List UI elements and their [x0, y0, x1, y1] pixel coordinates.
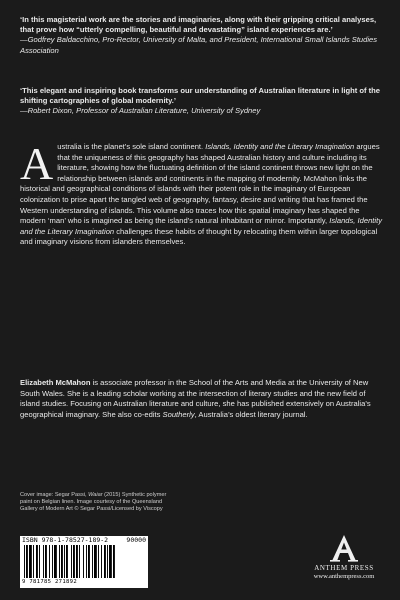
desc-seg-1: Islands, Identity and the Literary Imagination — [205, 142, 355, 151]
barcode-bar — [83, 545, 84, 578]
barcode-bar — [86, 545, 87, 578]
book-description — [20, 138, 384, 248]
barcode-bar — [92, 545, 93, 578]
drop-cap: A — [20, 138, 54, 189]
desc-seg-0: ustralia is the planet’s sole island continent. — [57, 142, 206, 151]
bio-seg-2: , Australia’s oldest literary journal. — [194, 409, 308, 419]
barcode-bar — [98, 545, 99, 578]
barcode-bar — [109, 545, 112, 578]
barcode-bar — [33, 545, 34, 578]
barcode-bar — [61, 545, 63, 578]
barcode-bar — [52, 545, 53, 578]
quote-text: ‘In this magisterial work are the stories and imaginaries, along with their gripping critical analyses, that prove how “utterly compelling, beautiful and devastating” island experiences are.’ — [20, 15, 377, 35]
barcode-bar — [94, 545, 97, 578]
barcode-bar — [101, 545, 102, 578]
desc-seg-3: Islands, Identity and the Literary Imagination — [20, 216, 383, 236]
price-code: 90000 — [126, 536, 146, 544]
cover-image-credit — [20, 492, 170, 514]
barcode-bar — [49, 545, 50, 578]
bio-seg-0: is associate professor in the School of the Arts and Media at the University of New South Wales. She is a leading scholar working at the intersection of literary studies and the new field of island studies. Focusing on Australian literature and culture, she has published extensively on Australia’s geographical imaginary. She also co-edits — [20, 378, 371, 419]
barcode-bar — [73, 545, 75, 578]
barcode-bar — [76, 545, 78, 578]
endorsement-quote-1 — [20, 15, 382, 56]
barcode-bar — [36, 545, 38, 578]
desc-seg-4: challenges these habits of thought by relocating them within larger topological and imaginary visions from islanders themselves. — [20, 226, 378, 247]
publisher-logo — [304, 534, 384, 580]
barcode-bar — [71, 545, 72, 578]
credit-seg-2: (2015) Synthetic polymer paint on Belgian linen. Image courtesy of the Queensland Gallery of Modern Art © Segar Passi/Licensed by Viscopy — [20, 492, 167, 513]
desc-seg-2: argues that the uniqueness of this geography has shaped Australian history and culture including its literature, showing how the fluctuating definition of the island continent throws new light on the relationship between islands and continents in the mapping of modernity. McMahon links the historical and geographical conditions of islands with their potent role in the imaginary of European colonization to prise apart the tangled web of geography, fantasy, desire and writing that has framed the Western understanding of islands. This volume also traces how this spatial imaginary has shaped the modern ‘man’ who is imagined as being the island’s natural inhabitant or mirror. Importantly, — [20, 142, 380, 226]
isbn-barcode — [20, 536, 148, 588]
barcode-bar — [29, 545, 32, 578]
barcode-bar — [64, 545, 65, 578]
bio-seg-1: Southerly — [162, 409, 195, 419]
barcode-bar — [88, 545, 90, 578]
author-name: Elizabeth McMahon — [20, 378, 91, 387]
publisher-url: www.anthempress.com — [313, 573, 375, 580]
barcode-bar — [39, 545, 40, 578]
quote-attribution: —Robert Dixon, Professor of Australian Literature, University of Sydney — [20, 106, 261, 116]
author-bio — [20, 378, 384, 420]
barcode-bar — [104, 545, 106, 578]
barcode-bars-icon — [24, 545, 144, 578]
isbn-label — [22, 537, 146, 544]
barcode-digits: 9 781785 271892 — [22, 579, 78, 585]
barcode-bar — [43, 545, 44, 578]
barcode-bar — [66, 545, 68, 578]
barcode-bar — [45, 545, 47, 578]
barcode-bar — [54, 545, 57, 578]
barcode-bar — [59, 545, 60, 578]
anthem-a-logo-icon — [329, 534, 359, 562]
barcode-bar — [24, 545, 25, 578]
barcode-bar — [26, 545, 28, 578]
quote-attribution: —Godfrey Baldacchino, Pro-Rector, University of Malta, and President, International Small Islands Studies Association — [20, 35, 378, 55]
publisher-name: ANTHEM PRESS — [314, 564, 374, 572]
barcode-bar — [113, 545, 115, 578]
endorsement-quote-2 — [20, 86, 382, 117]
quote-text: ‘This elegant and inspiring book transforms our understanding of Australian literature in light of the shifting cartographies of global modernity.’ — [20, 86, 381, 106]
credit-seg-1: Waiar — [88, 492, 103, 498]
credit-seg-0: Cover image: Segar Passi, — [20, 492, 89, 498]
isbn-number: ISBN 978-1-78527-189-2 — [22, 536, 109, 544]
barcode-bar — [107, 545, 108, 578]
barcode-bar — [79, 545, 80, 578]
